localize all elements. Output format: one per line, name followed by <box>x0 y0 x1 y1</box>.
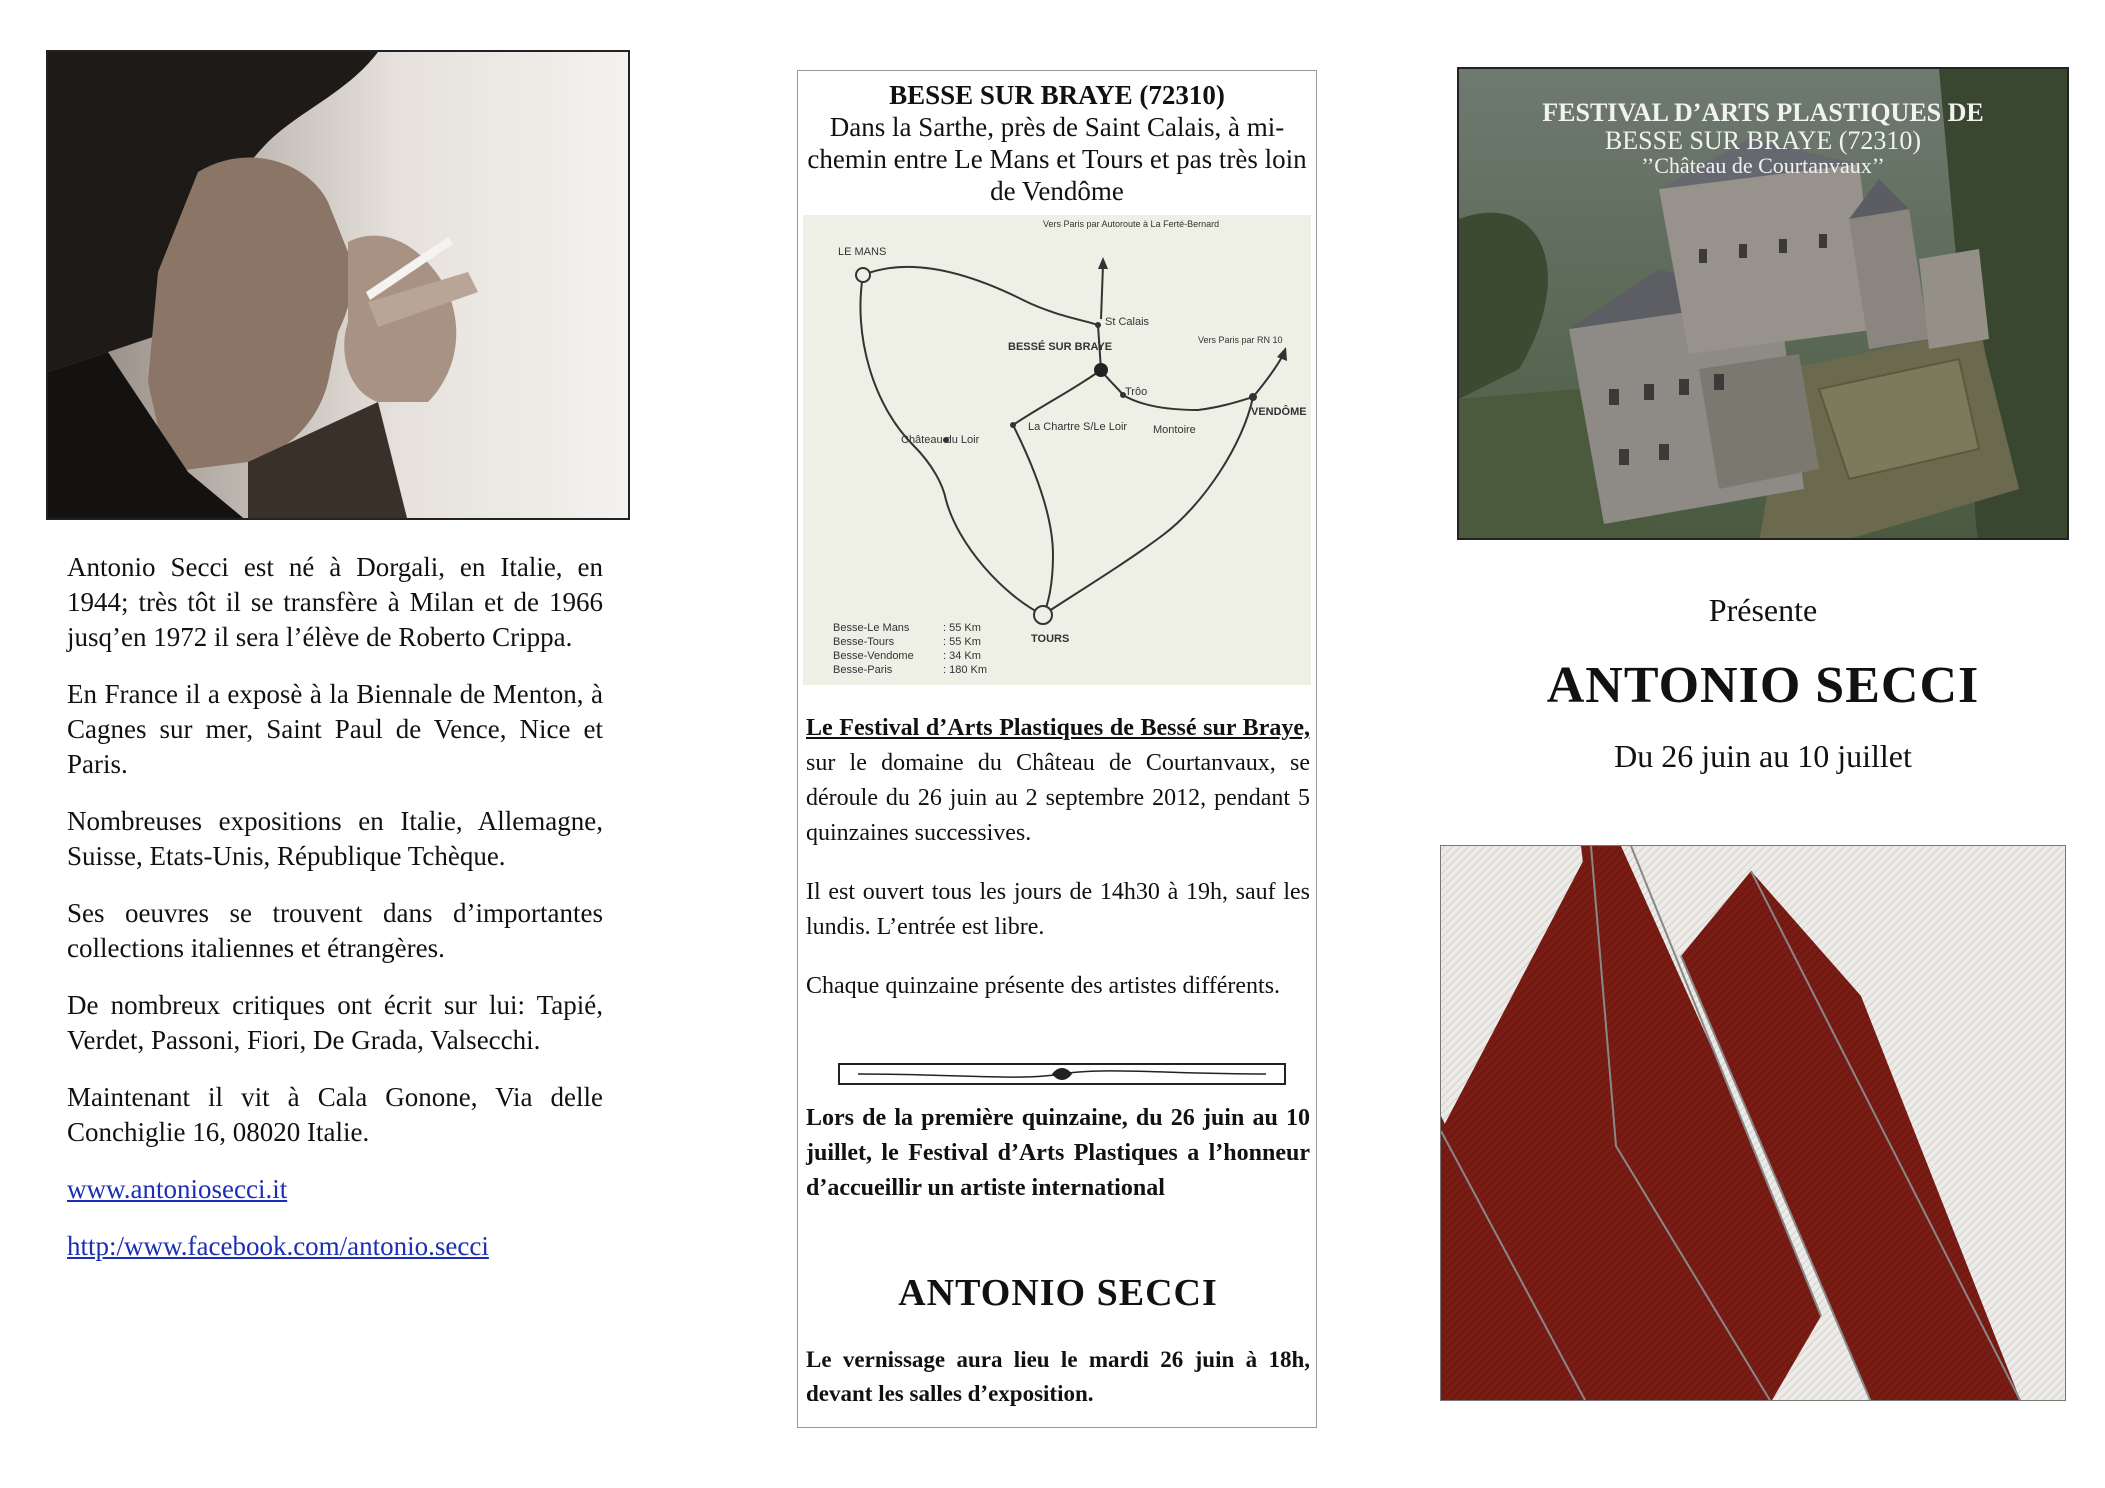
map-drawing <box>803 215 1311 685</box>
quinzaine-info: Chaque quinzaine présente des artistes différents. <box>806 973 1281 999</box>
distance-value: : 34 Km <box>943 650 981 662</box>
map-label-chateau-du-loir: Château du Loir <box>901 434 980 446</box>
map-label-tours: TOURS <box>1031 633 1070 645</box>
bio-paragraph: Ses oeuvres se trouvent dans d’importantes collections italiennes et étrangères. <box>67 898 603 963</box>
castle-aerial-photo <box>1457 67 2069 540</box>
bio-paragraph: De nombreux critiques ont écrit sur lui: Tapié, Verdet, Passoni, Fiori, De Grada, Valsecchi. <box>67 990 603 1055</box>
map-label-besse: BESSÉ SUR BRAYE <box>1008 341 1113 353</box>
ornamental-divider <box>838 1061 1286 1087</box>
distance-value: : 180 Km <box>943 664 988 676</box>
access-map <box>803 215 1311 685</box>
distance-value: : 55 Km <box>943 622 981 634</box>
distance-label: Besse-Tours <box>833 636 895 648</box>
distance-label: Besse-Paris <box>833 664 893 676</box>
map-label-la-chartre: La Chartre S/Le Loir <box>1028 421 1128 433</box>
map-label-troo: Trôo <box>1125 386 1148 398</box>
bio-paragraph: Nombreuses expositions en Italie, Allemagne, Suisse, Etats-Unis, République Tchèque. <box>67 806 603 871</box>
map-label-paris-rn10: Vers Paris par RN 10 <box>1198 335 1283 345</box>
location-panel <box>797 70 1317 1428</box>
presents-label: Présente <box>1708 592 1818 628</box>
website-link[interactable]: www.antoniosecci.it <box>67 1174 288 1204</box>
bio-paragraph: Maintenant il vit à Cala Gonone, Via delle Conchiglie 16, 08020 Italie. <box>67 1082 603 1147</box>
vernissage-text: Le vernissage aura lieu le mardi 26 juin à 18h, devant les salles d’exposition. <box>806 1347 1310 1406</box>
facebook-link[interactable]: http:/www.facebook.com/antonio.secci <box>67 1231 489 1261</box>
bio-paragraph: En France il a exposè à la Biennale de Menton, à Cagnes sur mer, Saint Paul de Vence, Nice et Paris. <box>67 679 603 779</box>
map-label-paris-autoroute: Vers Paris par Autoroute à La Ferté-Bernard <box>1043 219 1220 229</box>
location-header <box>798 71 1316 207</box>
map-label-le-mans: LE MANS <box>838 246 887 258</box>
opening-hours: Il est ouvert tous les jours de 14h30 à 19h, sauf les lundis. L’entrée est libre. <box>806 879 1310 940</box>
map-label-vendome: VENDÔME <box>1251 406 1307 418</box>
castle-caption <box>1459 99 2067 177</box>
festival-intro <box>806 711 1310 851</box>
map-label-st-calais: St Calais <box>1105 316 1150 328</box>
artwork-illustration <box>1441 846 2066 1401</box>
artist-portrait-photo <box>46 50 630 520</box>
festival-location: BESSE SUR BRAYE (72310) <box>1604 126 1922 155</box>
artist-biography <box>67 550 603 1286</box>
distance-label: Besse-Le Mans <box>833 622 910 634</box>
festival-description <box>806 711 1310 1028</box>
artist-name-title: ANTONIO SECCI <box>1546 657 1980 714</box>
festival-title: FESTIVAL D’ARTS PLASTIQUES DE <box>1542 98 1984 127</box>
festival-details: sur le domaine du Château de Courtanvaux, se déroule du 26 juin au 2 septembre 2012, pendant 5 quinzaines successives. <box>806 750 1310 846</box>
artist-name-middle: ANTONIO SECCI <box>898 1272 1218 1314</box>
portrait-illustration <box>48 52 630 520</box>
distance-value: : 55 Km <box>943 636 981 648</box>
location-heading: BESSE SUR BRAYE (72310) <box>889 80 1225 110</box>
first-quinzaine-text: Lors de la première quinzaine, du 26 juin au 10 juillet, le Festival d’Arts Plastiques a l’honneur d’accueillir un artiste international <box>806 1105 1310 1201</box>
map-label-montoire: Montoire <box>1153 424 1196 436</box>
location-subheading: Dans la Sarthe, près de Saint Calais, à mi-chemin entre Le Mans et Tours et pas très loin de Vendôme <box>807 112 1307 206</box>
castle-name: ’’Château de Courtanvaux’’ <box>1641 153 1885 178</box>
distance-label: Besse-Vendome <box>833 650 914 662</box>
exhibition-dates: Du 26 juin au 10 juillet <box>1614 738 1912 774</box>
festival-name-link: Le Festival d’Arts Plastiques de Bessé sur Braye, <box>806 715 1310 741</box>
bio-paragraph: Antonio Secci est né à Dorgali, en Italie, en 1944; très tôt il se transfère à Milan et de 1966 jusq’en 1972 il sera l’élève de Roberto Crippa. <box>67 552 603 652</box>
artwork-image <box>1440 845 2066 1401</box>
